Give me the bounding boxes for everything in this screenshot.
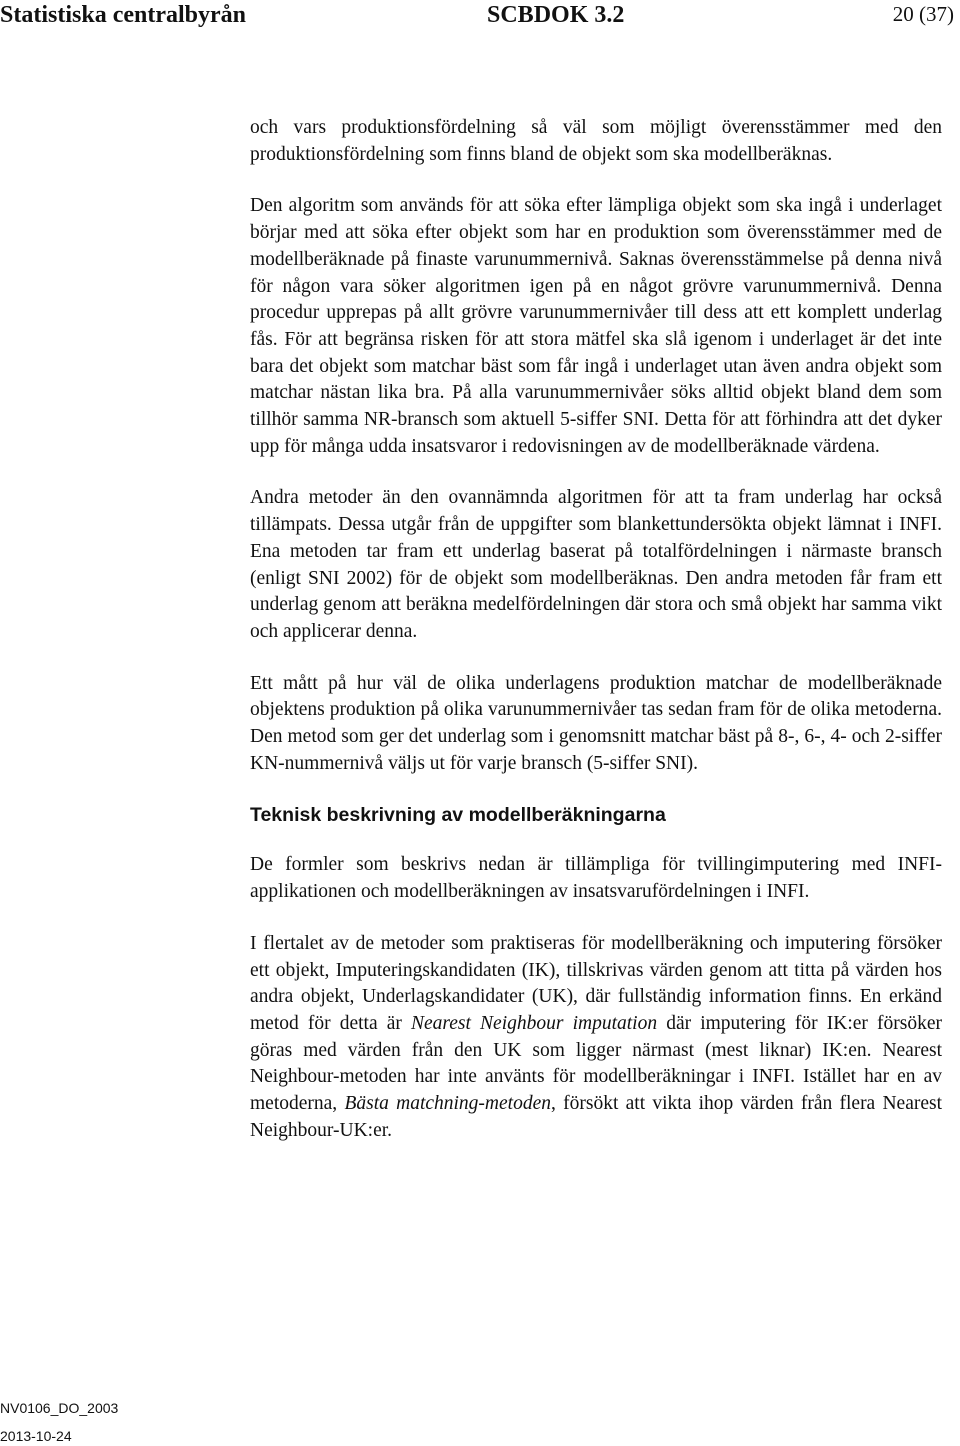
- paragraph-1: och vars produktionsfördelning så väl som möjligt överensstämmer med den produktionsfördelning som finns bland de objekt som ska modellberäknas.: [250, 117, 942, 165]
- paragraph-4: Ett mått på hur väl de olika underlagens produktion matchar de modellberäknade objektens produktion på olika varunummernivåer tas sedan fram för de olika metoderna. Den metod som ger det underlag som i genomsnitt matchar bäst på 8-, 6-, 4- och 2-siffer KN-nummernivå väljs ut för varje bransch (5-siffer SNI).: [250, 672, 942, 774]
- paragraph-2: Den algoritm som används för att söka efter lämpliga objekt som ska ingå i underlaget börjar med att söka efter objekt som har en produktion som överensstämmer med de modellberäknade på finaste varunummernivå. Saknas överensstämmelse på denna nivå för någon vara söker algoritmen igen på en något grövre varunummernivå. Denna procedur upprepas på allt grövre varunummernivåer till dess att ett komplett underlag fås. För att begränsa risken för att stora mätfel ska slå igenom i underlaget är det inte bara det objekt som matchar bäst som får ingå i underlaget utan även andra objekt som matchar nästan lika bra. På alla varunummernivåer söks alltid objekt bland dem som tillhör samma NR-bransch som aktuell 5-siffer SNI. Detta för att förhindra att det dyker upp för många udda insatsvaror i redovisningen av de modellberäknade värdena.: [250, 195, 942, 457]
- paragraph-6-part-1: I flertalet av de metoder som praktiseras för modellberäkning och imputering försöker ett objekt, Imputeringskandidaten (IK), tillskrivas värden genom att titta på värden hos andra objekt, Underlagskandidater (UK), där fullständig information finns. En erkänd metod för detta är: [250, 932, 942, 1034]
- paragraph-6-part-3: , försökt att vikta ihop värden från flera Nearest Neighbour-UK:er.: [250, 1093, 943, 1141]
- section-heading: Teknisk beskrivning av modellberäkningarna: [250, 804, 666, 827]
- paragraph-6-part-2: där imputering för IK:er försöker göras med värden från den UK som ligger närmast (mest liknar) IK:en. Nearest Neighbour-metoden har inte använts för modellberäkningar i INFI. Istället har en av metoderna,: [250, 1012, 942, 1115]
- footer-date: 2013-10-24: [0, 1428, 72, 1444]
- paragraph-3: Andra metoder än den ovannämnda algoritmen för att ta fram underlag har också tillämpats. Dessa utgår från de uppgifter som blankettundersökta objekt lämnat i INFI. Ena metoden tar fram ett underlag baserat på totalfördelningen i närmaste bransch (enligt SNI 2002) för de objekt som modellberäknas. Den andra metoden får fram ett underlag genom att beräkna medelfördelningen där stora och små objekt har samma vikt och applicerar denna.: [250, 487, 942, 642]
- paragraph-5: De formler som beskrivs nedan är tillämpliga för tvillingimputering med INFI-applikationen och modellberäkningen av insatsvarufördelningen i INFI.: [250, 854, 942, 903]
- organization-name: Statistiska centralbyrån: [0, 2, 246, 28]
- page-number: 20 (37): [892, 2, 954, 26]
- page-header: [0, 2, 954, 34]
- paragraph-6-italic-term-2: Bästa matchning-metoden: [344, 1093, 551, 1115]
- paragraph-6: [250, 931, 942, 1145]
- document-id: SCBDOK 3.2: [487, 2, 625, 28]
- footer-document-code: NV0106_DO_2003: [0, 1400, 119, 1416]
- paragraph-6-italic-term-1: Nearest Neighbour imputation: [411, 1012, 658, 1034]
- document-body: [250, 115, 942, 1170]
